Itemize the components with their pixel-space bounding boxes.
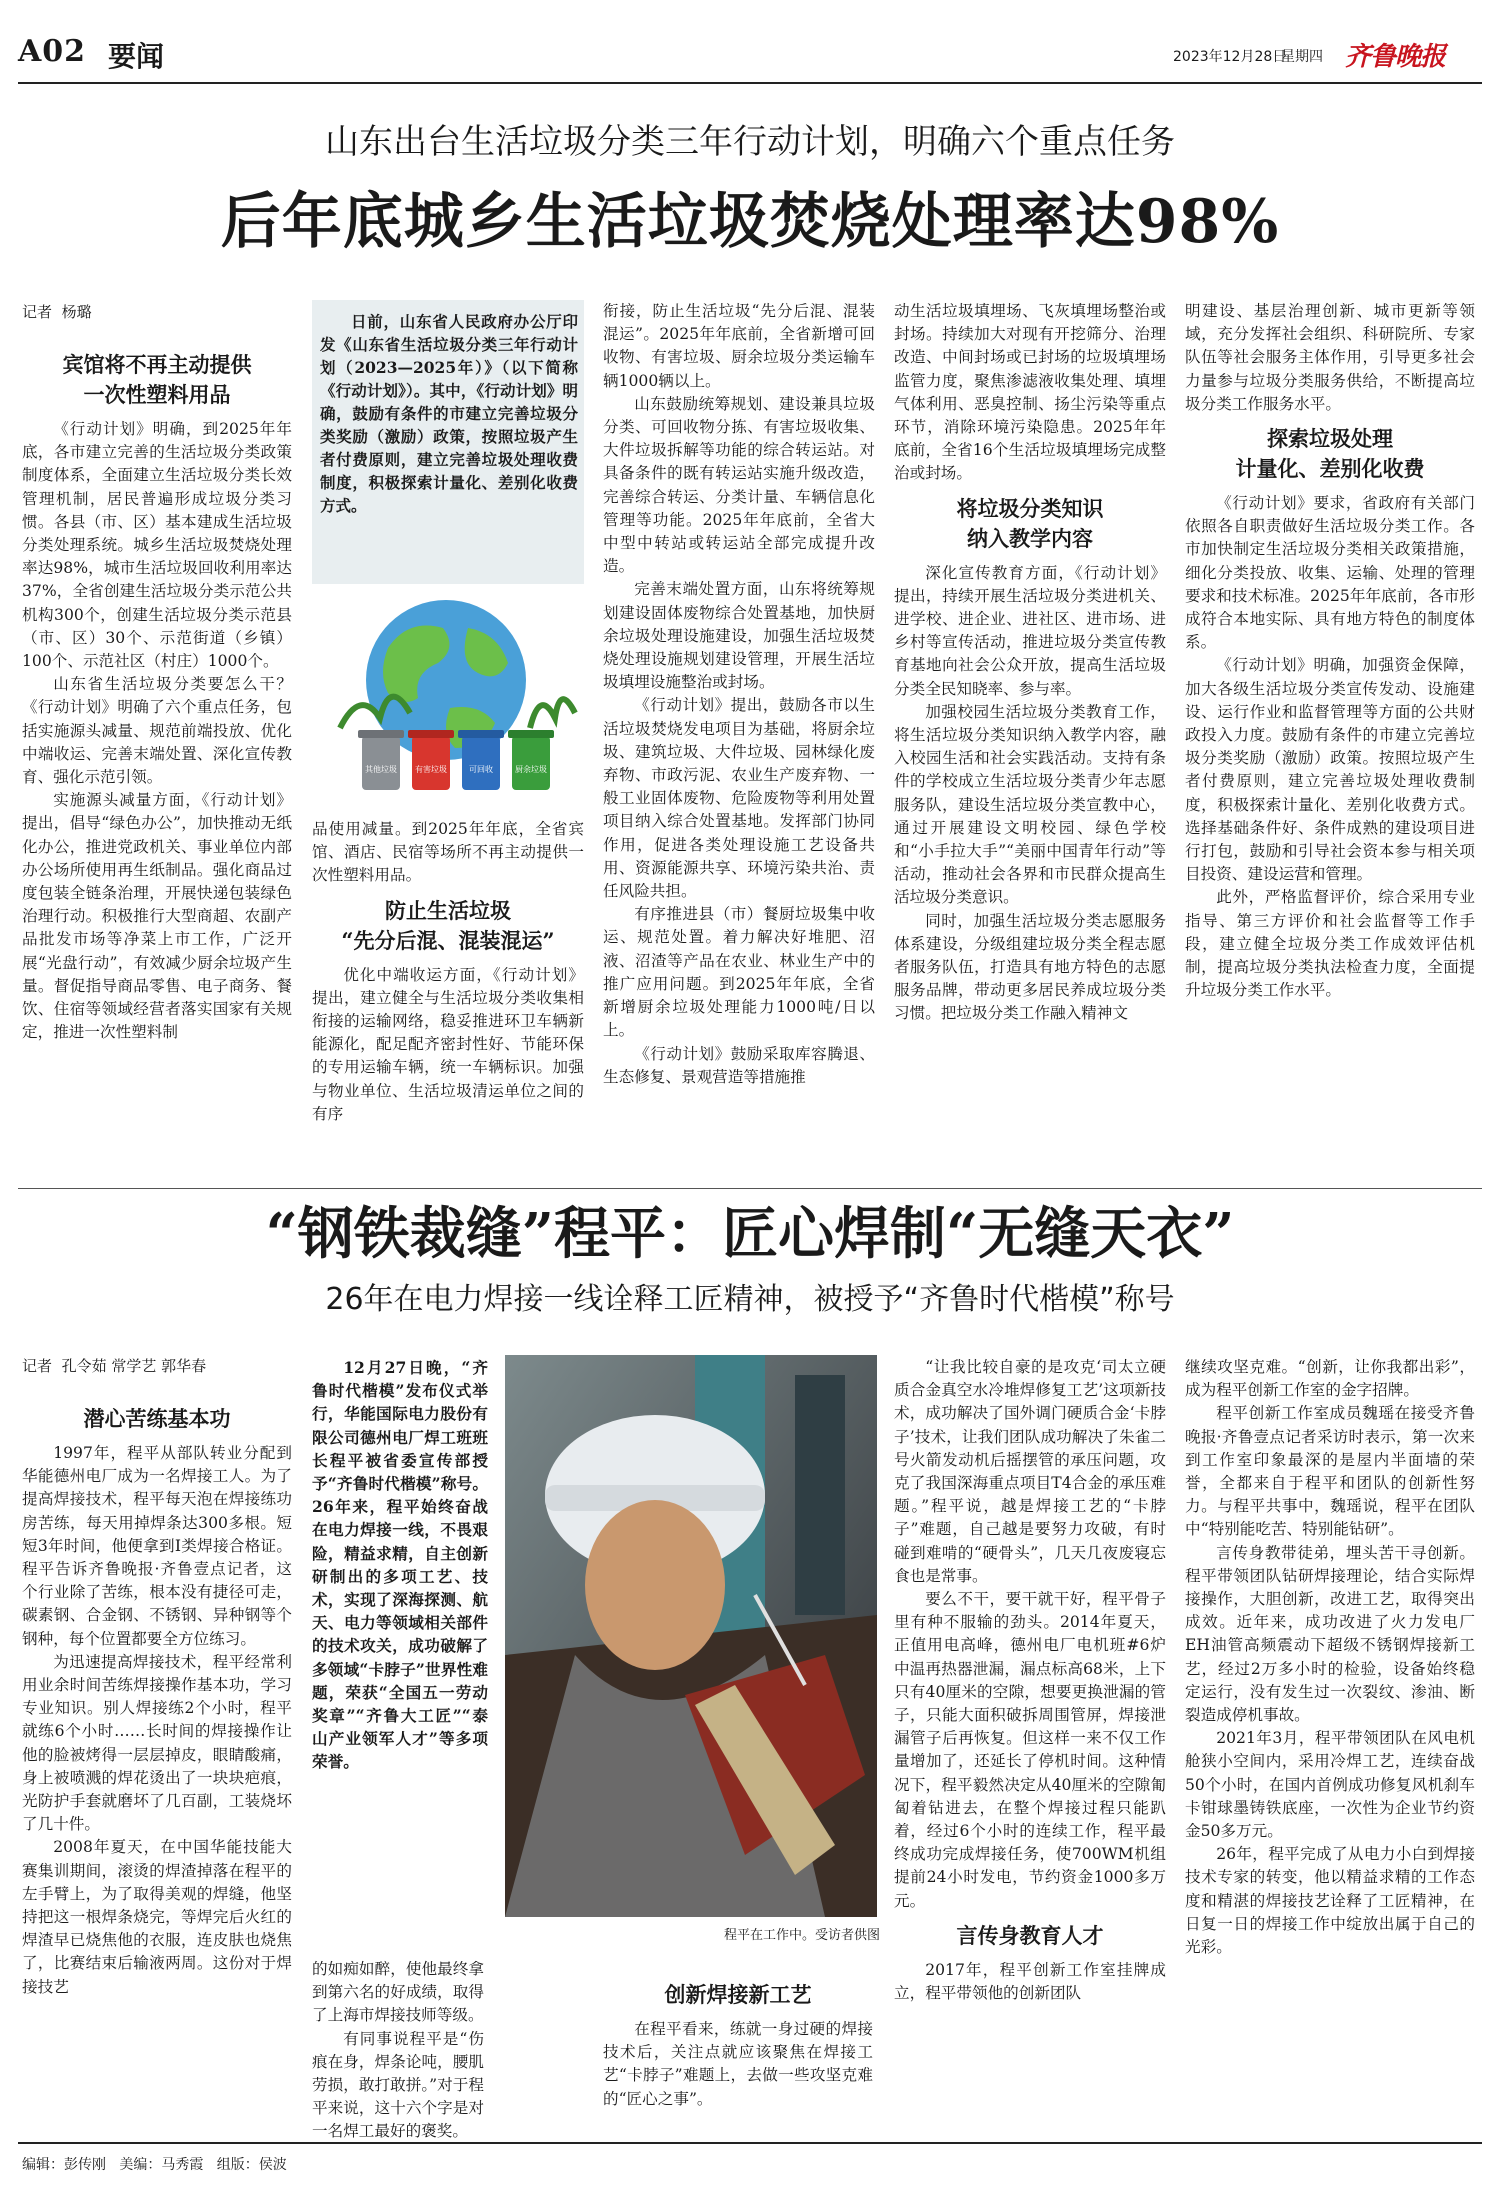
art-name: 马秀霞 bbox=[161, 2157, 204, 2173]
earth-bins-illustration bbox=[300, 588, 590, 810]
article2-column-3 bbox=[894, 1356, 1166, 2126]
article-separator bbox=[18, 1188, 1482, 1189]
paragraph: 衔接，防止生活垃圾“先分后混、混装混运”。2025年年底前，全省新增可回收物、有害垃圾、厨余垃圾分类运输车辆1000辆以上。 bbox=[603, 302, 875, 390]
paragraph: 2021年3月，程平带领团队在风电机舱狭小空间内，采用冷焊工艺，连续奋战50个小时，在国内首例成功修复风机刹车卡钳球墨铸铁底座，一次性为企业节约资金50多万元。 bbox=[1185, 1729, 1475, 1841]
article2-subtitle: 26年在电力焊接一线诠释工匠精神，被授予“齐鲁时代楷模”称号 bbox=[325, 1282, 1175, 1317]
issue-weekday: 星期四 bbox=[1281, 49, 1323, 65]
proof-name: 侯波 bbox=[258, 2157, 287, 2173]
article1-column-4 bbox=[894, 300, 1166, 1180]
paragraph: 2008年夏天，在中国华能技能大赛集训期间，滚烫的焊渣掉落在程平的左手臂上，为了取得美观的焊缝，他坚持把这一根焊条烧完，等焊完后火红的焊渣早已烧焦他的衣服，连皮肤也烧焦了，比赛结束后输液两周。这份对于焊接技艺 bbox=[22, 1838, 292, 1996]
byline-name: 杨璐 bbox=[61, 303, 92, 321]
paragraph: 优化中端收运方面，《行动计划》提出，建立健全与生活垃圾分类收集相衔接的运输网络，稳妥推进环卫车辆新能源化，配足配齐密封性好、节能环保的专用运输车辆，统一车辆标识。加强与物业单位、生活垃圾清运单位之间的有序 bbox=[312, 965, 584, 1123]
article1-byline bbox=[22, 300, 92, 324]
paragraph: 《行动计划》明确，到2025年年底，各市建立完善的生活垃圾分类政策制度体系，全面建立生活垃圾分类长效管理机制，居民普遍形成垃圾分类习惯。各县（市、区）基本建成生活垃圾分类处理系统。城乡生活垃圾焚烧处理率达98%，城市生活垃圾回收利用率达37%，全省创建生活垃圾分类示范公共机构300个，创建生活垃圾分类示范县（市、区）30个、示范街道（乡镇）100个、示范社区（村庄）1000个。 bbox=[22, 420, 292, 671]
subhead-collect: 防止生活垃圾 “先分后混、混装混运” bbox=[341, 897, 555, 953]
paragraph: 完善末端处置方面，山东将统筹规划建设固体废物综合处置基地，加快厨余垃圾处理设施建设，加强生活垃圾焚烧处理设施规划建设管理，开展生活垃圾填埋设施整治或封场。 bbox=[603, 580, 875, 692]
paragraph: 山东鼓励统筹规划、建设兼具垃圾分类、可回收物分拣、有害垃圾收集、大件垃圾拆解等功能的综合转运站。对具备条件的既有转运站实施升级改造，完善综合转运、分类计量、车辆信息化管理等功能。2025年年底前，全省大中型中转站或转运站全部完成提升改造。 bbox=[603, 394, 875, 576]
article1-column-1 bbox=[22, 350, 292, 1180]
paragraph: 程平创新工作室成员魏瑶在接受齐鲁晚报·齐鲁壹点记者采访时表示，第一次来到工作室印象最深的是屋内半面墙的荣誉，全都来自于程平和团队的创新性努力。与程平共事中，魏瑶说，程平在团队中“特别能吃苦、特别能钻研”。 bbox=[1185, 1404, 1475, 1539]
paragraph: 品使用减量。到2025年年底，全省宾馆、酒店、民宿等场所不再主动提供一次性塑料用品。 bbox=[312, 820, 584, 885]
paragraph: 1997年，程平从部队转业分配到华能德州电厂成为一名焊接工人。为了提高焊接技术，程平每天泡在焊接练功房苦练，每天用掉焊条达300多根。短短3年时间，他便拿到Ⅰ类焊接合格证。程平告诉齐鲁晚报·齐鲁壹点记者，这个行业除了苦练，根本没有捷径可走，碳素钢、合金钢、不锈钢、异种钢等个钢种，每个位置都要全方位练习。 bbox=[22, 1444, 292, 1648]
paragraph: 有序推进县（市）餐厨垃圾集中收运、规范处置。着力解决好堆肥、沼液、沼渣等产品在农业、林业生产中的推广应用问题。到2025年年底，全省新增厨余垃圾处理能力1000吨/日以上。 bbox=[603, 905, 875, 1040]
article1-column-5 bbox=[1185, 300, 1475, 1180]
header-rule bbox=[18, 82, 1482, 84]
article2-title: “钢铁裁缝”程平：匠心焊制“无缝天衣” bbox=[265, 1201, 1235, 1267]
summary-box-text: 日前，山东省人民政府办公厅印发《山东省生活垃圾分类三年行动计划（2023—2025年）》（以下简称《行动计划》）。其中，《行动计划》明确，鼓励有条件的市建立完善垃圾分类奖励（激励）政策，按照垃圾产生者付费原则，建立完善垃圾处理收费制度，积极探索计量化、差别化收费方式。 bbox=[320, 312, 578, 515]
article1-column-3 bbox=[603, 300, 875, 1180]
bin-label: 可回收 bbox=[469, 765, 493, 774]
paragraph: “让我比较自豪的是攻克‘司太立硬质合金真空水冷堆焊修复工艺’这项新技术，成功解决了国外调门硬质合金‘卡脖子’技术，让我们团队成功解决了朱雀二号火箭发动机后摇摆管的承压问题，攻克了我国深海重点项目T4合金的承压难题。”程平说，越是焊接工艺的“卡脖子”难题，自己越是要努力攻破，有时碰到难啃的“硬骨头”，几天几夜废寝忘食也是常事。 bbox=[894, 1358, 1166, 1585]
paragraph: 有同事说程平是“伤痕在身，焊条论吨，腰肌劳损，敢打敢拼。”对于程平来说，这十六个字是对一名焊工最好的褒奖。 bbox=[312, 2029, 484, 2141]
subhead-hotel: 宾馆将不再主动提供 一次性塑料用品 bbox=[62, 352, 252, 407]
editor-label: 编辑： bbox=[22, 2157, 64, 2173]
article1-kicker: 山东出台生活垃圾分类三年行动计划，明确六个重点任务 bbox=[325, 122, 1175, 162]
paragraph: 深化宣传教育方面，《行动计划》提出，持续开展生活垃圾分类进机关、进学校、进企业、进社区、进市场、进乡村等宣传活动，推进垃圾分类宣传教育基地向社会公众开放，提高生活垃圾分类全民知晓率、参与率。 bbox=[894, 563, 1166, 698]
byline-label: 记者 bbox=[22, 303, 53, 321]
article2-byline bbox=[22, 1354, 206, 1378]
paragraph: 动生活垃圾填埋场、飞灰填埋场整治或封场。持续加大对现有开挖筛分、治理改造、中间封场或已封场的垃圾填埋场监管力度，聚焦渗滤液收集处理、填埋气体利用、恶臭控制、扬尘污染等重点环节，消除环境污染隐患。2025年年底前，全省16个生活垃圾填埋场完成整治或封场。 bbox=[894, 302, 1166, 483]
subhead-education: 将垃圾分类知识 纳入教学内容 bbox=[956, 495, 1104, 551]
bin-label: 其他垃圾 bbox=[365, 765, 397, 774]
paragraph: 同时，加强生活垃圾分类志愿服务体系建设，分级组建垃圾分类全程志愿者服务队伍，打造具有地方特色的志愿服务品牌，带动更多居民养成垃圾分类习惯。把垃圾分类工作融入精神文 bbox=[894, 911, 1166, 1023]
paragraph: 明建设、基层治理创新、城市更新等领域，充分发挥社会组织、科研院所、专家队伍等社会服务主体作用，引导更多社会力量参与垃圾分类服务供给，不断提高垃圾分类工作服务水平。 bbox=[1185, 302, 1475, 413]
editor-name: 彭传刚 bbox=[64, 2157, 106, 2173]
paragraph: 2017年，程平创新工作室挂牌成立，程平带领他的创新团队 bbox=[894, 1960, 1166, 2003]
photo-caption: 程平在工作中。受访者供图 bbox=[723, 1928, 880, 1943]
paragraph: 言传身教带徒弟，埋头苦干寻创新。程平带领团队钻研焊接理论，结合实际焊接操作，大胆创新，改进工艺，取得突出成效。近年来，成功改进了火力发电厂EH油管高频震动下超级不锈钢焊接新工艺，经过2万多小时的检验，设备始终稳定运行，没有发生过一次裂纹、渗油、断裂造成停机事故。 bbox=[1185, 1543, 1475, 1725]
subhead-innovation: 创新焊接新工艺 bbox=[664, 1982, 812, 2007]
footer-rule bbox=[18, 2142, 1482, 2144]
paragraph: 的如痴如醉，使他最终拿到第六名的好成绩，取得了上海市焊接技师等级。 bbox=[312, 1960, 484, 2025]
issue-date: 2023年12月28日 bbox=[1173, 49, 1287, 65]
paragraph: 继续攻坚克难。“创新，让你我都出彩”，成为程平创新工作室的金字招牌。 bbox=[1185, 1358, 1475, 1400]
article2-column-4 bbox=[1185, 1356, 1475, 2126]
paragraph: 《行动计划》鼓励采取库容腾退、生态修复、景观营造等措施推 bbox=[603, 1044, 875, 1086]
article2-column-2b bbox=[603, 1980, 873, 2126]
paragraph: 此外，严格监督评价，综合采用专业指导、第三方评价和社会监督等工作手段，建立健全垃圾分类工作成效评估机制，提高垃圾分类执法检查力度，全面提升垃圾分类工作水平。 bbox=[1185, 888, 1475, 1000]
article2-lead bbox=[312, 1356, 488, 1956]
paragraph: 加强校园生活垃圾分类教育工作，将生活垃圾分类知识纳入教学内容，融入校园生活和社会实践活动。支持有条件的学校成立生活垃圾分类青少年志愿服务队，建设生活垃圾分类宣教中心，通过开展建设文明校园、绿色学校和“小手拉大手”“美丽中国青年行动”等活动，推动社会各界和市民群众提高生活垃圾分类意识。 bbox=[894, 702, 1166, 907]
page-footer bbox=[22, 2154, 287, 2174]
subhead-mentoring: 言传身教育人才 bbox=[956, 1922, 1104, 1948]
bin-label: 有害垃圾 bbox=[415, 765, 447, 774]
bin-label: 厨余垃圾 bbox=[515, 765, 547, 774]
paragraph: 山东省生活垃圾分类要怎么干？《行动计划》明确了六个重点任务，包括实施源头减量、规范前端投放、优化中端收运、完善末端处置、深化宣传教育、强化示范引领。 bbox=[22, 675, 292, 787]
section-name: 要闻 bbox=[108, 40, 165, 73]
paragraph: 要么不干，要干就干好，程平骨子里有种不服输的劲头。2014年夏天，正值用电高峰，德州电厂电机班#6炉中温再热器泄漏，漏点标高68米，上下只有40厘米的空隙，想要更换泄漏的管子，只能大面积破拆周围管屏，焊接泄漏管子后再恢复。但这样一来不仅工作量增加了，还延长了停机时间。这种情况下，程平毅然决定从40厘米的空隙匍匐着钻进去，在整个焊接过程只能趴着，经过6个小时的连续工作，程平最终成功完成焊接任务，使700WM机组提前24小时发电，节约资金1000多万元。 bbox=[894, 1590, 1166, 1910]
article2-column-1 bbox=[22, 1404, 292, 2126]
paragraph: 实施源头减量方面，《行动计划》提出，倡导“绿色办公”，加快推动无纸化办公，推进党政机关、事业单位内部办公场所使用再生纸制品。强化商品过度包装全链条治理，开展快递包装绿色治理行动。积极推行大型商超、农副产品批发市场等净菜上市工作，广泛开展“光盘行动”，有效减少厨余垃圾产生量。督促指导商品零售、电子商务、餐饮、住宿等领域经营者落实国家有关规定，推进一次性塑料制 bbox=[22, 791, 292, 1042]
proof-label: 组版： bbox=[216, 2157, 259, 2173]
byline-name: 孔令茹 常学艺 郭华春 bbox=[61, 1357, 207, 1375]
page-header bbox=[18, 30, 1482, 80]
article1-title: 后年底城乡生活垃圾焚烧处理率达98% bbox=[220, 187, 1280, 257]
masthead-logo: 齐鲁晚报 bbox=[1345, 42, 1446, 72]
page-number: A02 bbox=[18, 34, 87, 69]
paragraph: 《行动计划》明确，加强资金保障，加大各级生活垃圾分类宣传发动、设施建设、运行作业和监督管理等方面的公共财政投入力度。鼓励有条件的市建立完善垃圾分类奖励（激励）政策。按照垃圾产生者付费原则，建立完善垃圾处理收费制度，积极探索计量化、差别化收费方式。选择基础条件好、条件成熟的建设项目进行打包，鼓励和引导社会资本参与相关项目投资、建设运营和管理。 bbox=[1185, 656, 1475, 884]
paragraph: 为迅速提高焊接技术，程平经常利用业余时间苦练焊接操作基本功，学习专业知识。别人焊接练2个小时，程平就练6个小时……长时间的焊接操作让他的脸被烤得一层层掉皮，眼睛酸痛，身上被喷溅的焊花烫出了一块块疤痕，光防护手套就磨坏了几百副，工装烧坏了几十件。 bbox=[22, 1652, 292, 1834]
byline-label: 记者 bbox=[22, 1357, 53, 1375]
paragraph: 在程平看来，练就一身过硬的焊接技术后，关注点就应该聚焦在焊接工艺“卡脖子”难题上，去做一些攻坚克难的“匠心之事”。 bbox=[603, 2020, 873, 2108]
paragraph: 《行动计划》要求，省政府有关部门依照各自职责做好生活垃圾分类工作。各市加快制定生活垃圾分类相关政策措施，细化分类投放、收集、运输、处理的管理要求和技术标准。2025年年底前，各市形成符合本地实际、具有地方特色的制度体系。 bbox=[1185, 494, 1475, 652]
paragraph: 《行动计划》提出，鼓励各市以生活垃圾焚烧发电项目为基础，将厨余垃圾、建筑垃圾、大件垃圾、园林绿化废弃物、市政污泥、农业生产废弃物、一般工业固体废物、危险废物等利用处置项目纳入综合处置基地。发挥部门协同作用，促进各类处理设施工艺设备共用、资源能源共享、环境污染共治、责任风险共担。 bbox=[603, 696, 875, 901]
subhead-fees: 探索垃圾处理 计量化、差别化收费 bbox=[1235, 426, 1425, 482]
subhead-practice: 潜心苦练基本功 bbox=[83, 1406, 231, 1431]
article1-column-2 bbox=[312, 818, 584, 1180]
article2-column-2 bbox=[312, 1958, 484, 2141]
art-label: 美编： bbox=[119, 2157, 162, 2173]
lead-paragraph: 12月27日晚，“齐鲁时代楷模”发布仪式举行，华能国际电力股份有限公司德州电厂焊工班班长程平被省委宣传部授予“齐鲁时代楷模”称号。26年来，程平始终奋战在电力焊接一线，不畏艰险，精益求精，自主创新研制出的多项工艺、技术，实现了深海探测、航天、电力等领域相关部件的技术攻关，成功破解了多领域“卡脖子”世界性难题，荣获“全国五一劳动奖章”“齐鲁大工匠”“泰山产业领军人才”等多项荣誉。 bbox=[312, 1358, 488, 1772]
welder-photo bbox=[505, 1355, 877, 1917]
paragraph: 26年，程平完成了从电力小白到焊接技术专家的转变，他以精益求精的工作态度和精湛的焊接技艺诠释了工匠精神，在日复一日的焊接工作中绽放出属于自己的光彩。 bbox=[1185, 1845, 1475, 1957]
